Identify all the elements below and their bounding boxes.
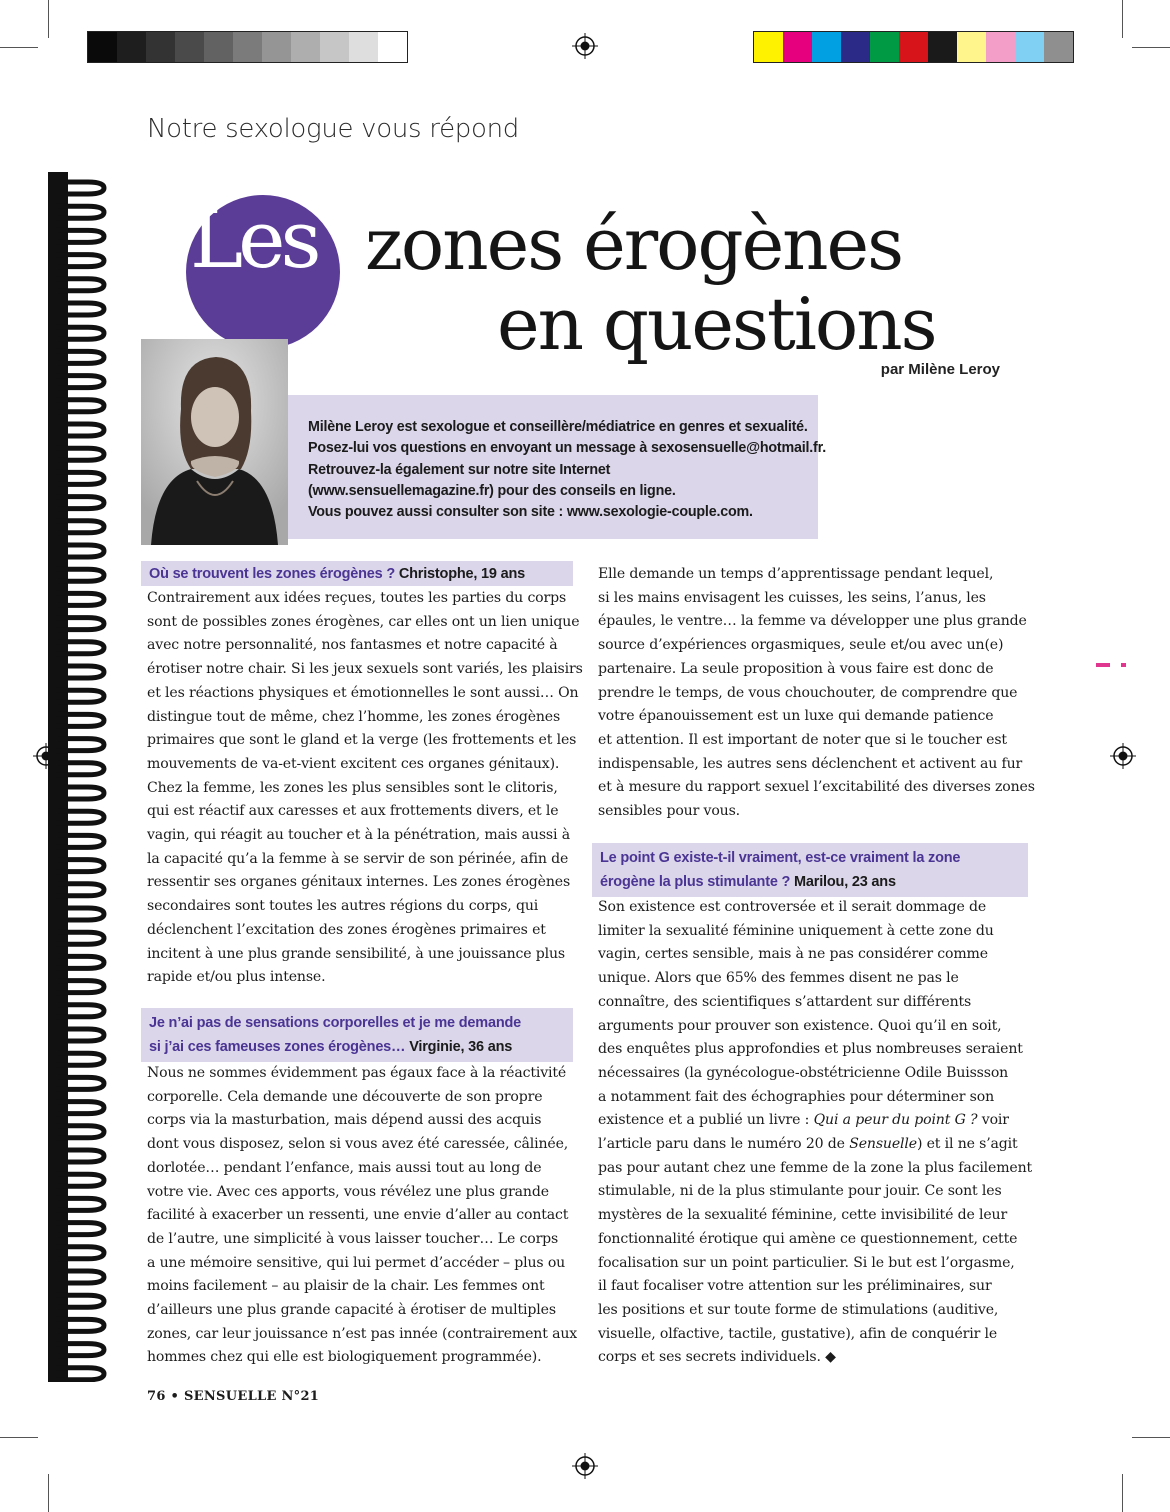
question-author: Christophe, 19 ans — [398, 566, 525, 582]
author-bio-box — [288, 395, 826, 539]
text-line: déclenchent l’excitation des zones érogènes primaires et — [147, 921, 546, 938]
bio-line: Retrouvez-la également sur notre site Internet — [308, 461, 611, 478]
spiral-loop — [58, 1053, 104, 1065]
question-author: Marilou, 23 ans — [794, 874, 896, 890]
spiral-loop — [58, 714, 104, 726]
spiral-loop — [58, 1247, 104, 1259]
title-line-1: zones érogènes — [365, 202, 903, 286]
question-text: si j’ai ces fameuses zones érogènes… — [149, 1039, 406, 1055]
answer-3-magazine-line: l’article paru dans le numéro 20 de Sensuelle) et il ne s’agit — [598, 1136, 1018, 1153]
spiral-loop — [58, 618, 104, 630]
spiral-loop — [58, 1077, 104, 1089]
text-line: érotiser notre chair. Si les jeux sexuels sont variés, les plaisirs — [147, 661, 583, 678]
question-text: érogène la plus stimulante ? — [600, 874, 791, 890]
spiral-loop — [58, 1368, 104, 1380]
registration-mark-icon — [572, 1453, 598, 1479]
question-line: Le point G existe-t-il vraiment, est-ce vraiment la zone — [600, 850, 961, 866]
spiral-loop — [58, 666, 104, 678]
text-line: fonctionnalité érotique qui amène ce questionnement, cette — [598, 1230, 1018, 1247]
spiral-loop — [58, 497, 104, 509]
spiral-loop — [58, 1005, 104, 1017]
text-line: pas pour autant chez une femme de la zone la plus facilement — [598, 1159, 1033, 1176]
spiral-loop — [58, 811, 104, 823]
text-line: ressentir ses organes génitaux internes. Les zones érogènes — [147, 874, 571, 891]
text-line: Elle demande un temps d’apprentissage pendant lequel, — [598, 566, 994, 582]
spiral-loop — [58, 1295, 104, 1307]
answer-2-continued-text — [598, 563, 1035, 824]
spiral-loop — [58, 787, 104, 799]
text-line: a une mémoire sensitive, qui lui permet d’accéder – plus ou — [147, 1254, 566, 1271]
text-line: Nous ne sommes évidemment pas égaux face à la réactivité — [147, 1065, 567, 1081]
text-line: vagin, certes sensible, mais à ne pas considérer comme — [598, 946, 988, 963]
spiral-loop — [58, 327, 104, 339]
spiral-loop — [58, 569, 104, 581]
question-box-3 — [592, 843, 1028, 897]
text-line: dont vous disposez, selon si vous avez été caressée, câlinée, — [147, 1136, 569, 1153]
color-calibration-bar — [753, 31, 1074, 63]
text-line: corps et ses secrets individuels. ◆ — [598, 1349, 836, 1366]
text-line: distingue tout de même, chez l’homme, les zones érogènes — [147, 708, 561, 725]
bio-line: Vous pouvez aussi consulter son site : www.sexologie-couple.com. — [308, 504, 753, 521]
text-line: avec notre personnalité, nos fantasmes et notre capacité à — [147, 637, 558, 654]
text-line: vagin, qui réagit au toucher et à la pénétration, mais aussi à — [147, 827, 570, 844]
crop-mark — [1122, 0, 1123, 38]
text-line: Chez la femme, les zones les plus sensibles sont le clitoris, — [147, 779, 558, 796]
text-line: sont de possibles zones érogènes, car elles ont un lien unique — [147, 613, 580, 630]
spiral-loop — [58, 690, 104, 702]
text-line: primaires que sont le gland et la verge (les frottements et les — [147, 732, 577, 749]
spiral-loop — [58, 1319, 104, 1331]
registration-mark-icon — [572, 33, 598, 59]
spiral-loop — [58, 279, 104, 291]
spiral-loop — [58, 351, 104, 363]
spiral-loop — [58, 956, 104, 968]
question-text: Où se trouvent les zones érogènes ? — [149, 566, 396, 582]
spiral-loop — [58, 908, 104, 920]
pink-margin-mark — [1121, 663, 1126, 667]
author-photo — [141, 339, 288, 545]
crop-mark — [0, 47, 38, 48]
question-line — [600, 870, 1020, 894]
bio-line: Posez-lui vos questions en envoyant un message à sexosensuelle@hotmail.fr. — [308, 440, 826, 457]
text-line: moins facilement – au plaisir de la chair. Les femmes ont — [147, 1278, 545, 1295]
text-line: limiter la sexualité féminine uniquement à cette zone du — [598, 922, 994, 939]
spiral-loop — [58, 884, 104, 896]
text-line: incitent à une plus grande sensibilité, à une jouissance plus — [147, 945, 566, 962]
text-line: mouvements de va-et-vient excitent ces organes génitaux). — [147, 755, 560, 772]
book-title: Qui a peur du point G ? — [813, 1112, 978, 1129]
registration-mark-icon — [1110, 743, 1136, 769]
spiral-loop — [58, 593, 104, 605]
question-line — [149, 1035, 565, 1059]
spiral-loop — [58, 182, 104, 194]
spiral-loop — [58, 835, 104, 847]
answer-3-part-b — [598, 1157, 1033, 1370]
text-line: corporelle. Cela demande une découverte de son propre — [147, 1088, 543, 1105]
spiral-loop — [58, 255, 104, 267]
spiral-loop — [58, 206, 104, 218]
text-line: source d’expériences orgasmiques, seule et/ou avec un(e) — [598, 637, 1004, 654]
spiral-loop — [58, 521, 104, 533]
crop-mark — [1132, 47, 1170, 48]
spiral-loop — [58, 763, 104, 775]
grayscale-calibration-bar — [87, 31, 408, 63]
text-line: et les réactions physiques et émotionnelles le sont aussi… On — [147, 684, 579, 701]
byline: par Milène Leroy — [880, 361, 1000, 378]
answer-3-part-a — [598, 896, 1028, 1109]
answer-2-text — [147, 1062, 577, 1370]
spiral-loop — [58, 860, 104, 872]
question-box-2 — [141, 1008, 573, 1062]
spiral-loop — [58, 230, 104, 242]
text-line: nécessaires (la gynécologue-obstétricienne Odile Buissson — [598, 1064, 1009, 1081]
text-line: rapide et/ou plus intense. — [147, 969, 326, 986]
question-line — [149, 562, 565, 586]
spiral-loop — [58, 448, 104, 460]
text-line: mystères de la sexualité féminine, cette invisibilité de leur — [598, 1207, 1008, 1224]
spiral-loop — [58, 303, 104, 315]
text-line: sensibles pour vous. — [598, 803, 741, 820]
text-line: les positions et sur toute forme de stimulations (auditive, — [598, 1301, 999, 1318]
spiral-loop — [58, 1029, 104, 1041]
text-line: des enquêtes plus approfondies et plus nombreuses seraient — [598, 1041, 1023, 1058]
text-line: indispensable, les autres sens déclenchent et activent au fur — [598, 755, 1023, 772]
spiral-loop — [58, 472, 104, 484]
text-line: de l’autre, une simplicité à vous laisser toucher… Le corps — [147, 1230, 559, 1247]
spiral-loop — [58, 981, 104, 993]
text-line: épaules, le ventre… la femme va développer une plus grande — [598, 613, 1027, 630]
crop-mark — [1132, 1437, 1170, 1438]
title-line-2: en questions — [497, 282, 936, 366]
text-line: facilité à exacerber un ressenti, une envie d’aller au contact — [147, 1207, 569, 1224]
spiral-loop — [58, 739, 104, 751]
crop-mark — [1122, 1474, 1123, 1512]
crop-mark — [0, 1437, 38, 1438]
text-line: connaître, des scientifiques s’attardent sur différents — [598, 993, 972, 1010]
spiral-loop — [58, 400, 104, 412]
text-line: focalisation sur un point particulier. Si le but est l’orgasme, — [598, 1254, 1015, 1271]
bio-line: (www.sensuellemagazine.fr) pour des conseils en ligne. — [308, 482, 676, 499]
text-line: visuelle, olfactive, tactile, gustative), afin de conquérir le — [598, 1325, 998, 1342]
spiral-loop — [58, 1344, 104, 1356]
text-line: Contrairement aux idées reçues, toutes les parties du corps — [147, 590, 567, 606]
spiral-loop — [58, 1223, 104, 1235]
spiral-loop — [58, 642, 104, 654]
crop-mark — [48, 1474, 49, 1512]
spiral-loop — [58, 1271, 104, 1283]
text-line: partenaire. La seule proposition à vous faire est donc de — [598, 660, 994, 677]
bio-line: Milène Leroy est sexologue et conseillère/médiatrice en genres et sexualité. — [308, 419, 808, 435]
spiral-loop — [58, 1198, 104, 1210]
question-box-1 — [141, 561, 573, 586]
text-line: qui est réactif aux caresses et aux frottements divers, et le — [147, 803, 559, 820]
text-line: si les mains envisagent les cuisses, les seins, l’anus, les — [598, 589, 986, 606]
section-kicker: Notre sexologue vous répond — [147, 114, 519, 144]
question-author: Virginie, 36 ans — [409, 1039, 513, 1055]
text-line: arguments pour prouver son existence. Quoi qu’il en soit, — [598, 1017, 1002, 1034]
spiral-loop — [58, 376, 104, 388]
spiral-loop — [58, 1150, 104, 1162]
spiral-loop — [58, 545, 104, 557]
spiral-loop — [58, 932, 104, 944]
spiral-loop — [58, 1102, 104, 1114]
page-folio: 76 • SENSUELLE N°21 — [147, 1389, 320, 1404]
text-line: Son existence est controversée et il serait dommage de — [598, 899, 987, 915]
text-line: stimulable, ni de la plus stimulante pour jouir. Ce sont les — [598, 1183, 1002, 1200]
crop-mark — [48, 0, 49, 38]
text-line: secondaires sont toutes les autres régions du corps, qui — [147, 898, 539, 915]
answer-3-text — [598, 896, 1033, 1370]
text-line: zones, car leur jouissance n’est pas innée (contrairement aux — [147, 1325, 578, 1342]
text-line: corps via la masturbation, mais dépend aussi des acquis — [147, 1112, 542, 1129]
spiral-binding — [48, 172, 118, 1382]
text-line: la capacité qu’a la femme à se servir de son périnée, afin de — [147, 850, 569, 867]
text-line: d’ailleurs une plus grande capacité à érotiser de multiples — [147, 1302, 556, 1319]
text-line: votre épanouissement est un luxe qui demande patience — [598, 708, 994, 725]
text-line: il faut focaliser votre attention sur les préliminaires, sur — [598, 1278, 992, 1295]
text-line: unique. Alors que 65% des femmes disent ne pas le — [598, 970, 959, 987]
answer-1-text — [147, 587, 583, 990]
pink-margin-mark — [1096, 663, 1110, 667]
magazine-title: Sensuelle — [849, 1136, 917, 1153]
text-line: prendre le temps, de vous chouchouter, de comprendre que — [598, 684, 1018, 701]
text-line: hommes chez qui elle est biologiquement programmée). — [147, 1349, 542, 1366]
spiral-loop — [58, 1126, 104, 1138]
title-les: Les — [190, 193, 317, 286]
text-line: votre vie. Avec ces apports, vous révélez une plus grande — [147, 1183, 549, 1200]
answer-3-book-line: existence et a publié un livre : Qui a peur du point G ? voir — [598, 1112, 1009, 1129]
text-line: et attention. Il est important de noter que si le toucher est — [598, 731, 1007, 748]
text-line: et à mesure du rapport sexuel l’excitabilité des diverses zones — [598, 779, 1035, 796]
spiral-loop — [58, 1174, 104, 1186]
spiral-loop — [58, 424, 104, 436]
text-line: dorlotée… pendant l’enfance, mais aussi tout au long de — [147, 1159, 542, 1176]
question-line: Je n’ai pas de sensations corporelles et je me demande — [149, 1015, 521, 1031]
text-line: a notamment fait des échographies pour déterminer son — [598, 1088, 995, 1105]
